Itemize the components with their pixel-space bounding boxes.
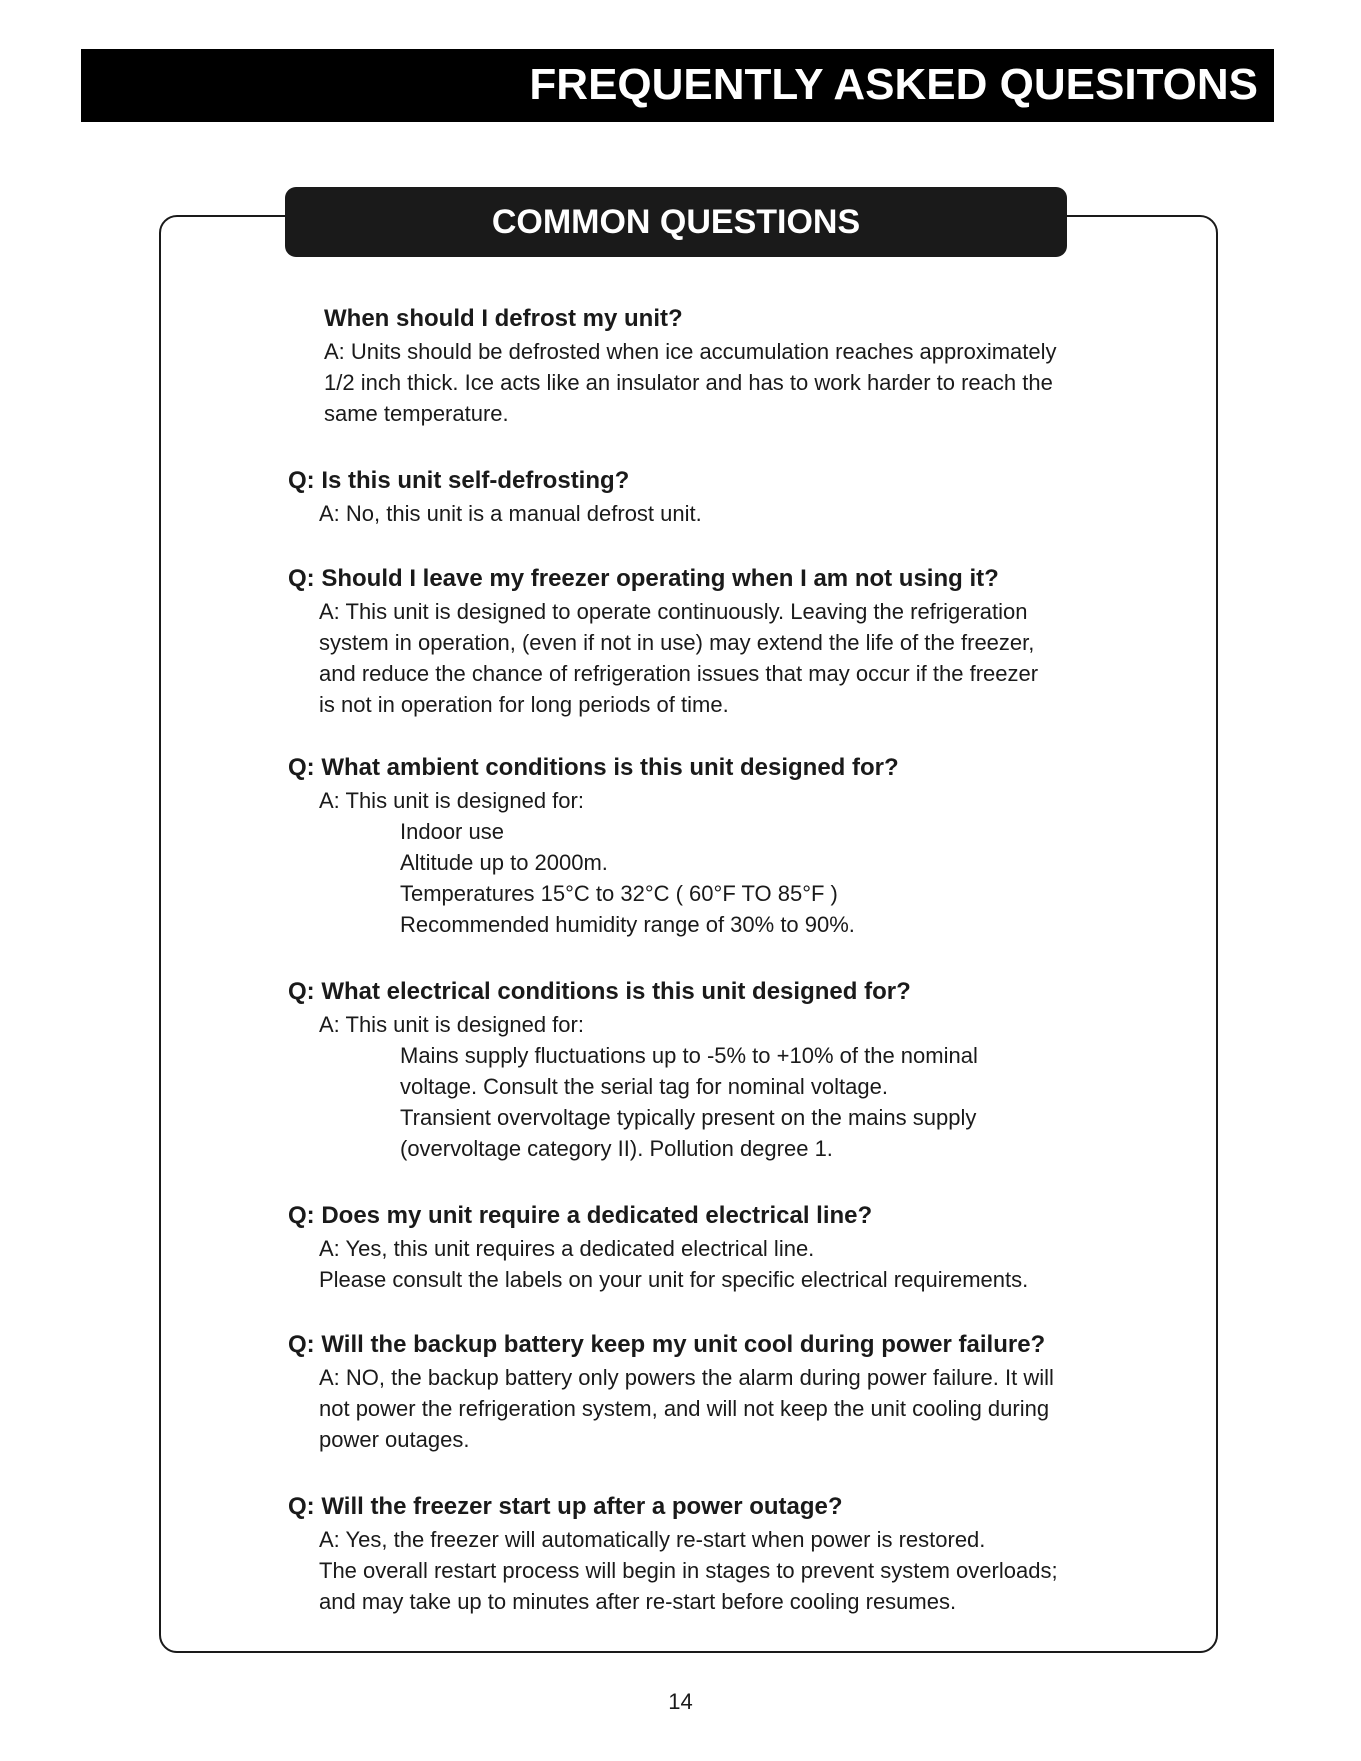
header-bar (81, 49, 1274, 122)
faq-question: Q: Will the backup battery keep my unit cool during power failure? (288, 1331, 1046, 1358)
faq-answer (288, 596, 1168, 720)
answer-line: 1/2 inch thick. Ice acts like an insulator and has to work harder to reach the (324, 370, 1053, 395)
detail-line: Temperatures 15°C to 32°C ( 60°F TO 85°F ) (400, 881, 838, 906)
answer-line: A: This unit is designed for: (319, 788, 584, 813)
detail-line: Altitude up to 2000m. (400, 850, 608, 875)
answer-line: power outages. (319, 1427, 470, 1452)
answer-line: and may take up to minutes after re-start before cooling resumes. (319, 1589, 957, 1614)
answer-line: A: No, this unit is a manual defrost unit. (319, 501, 702, 526)
faq-question: Q: Will the freezer start up after a power outage? (288, 1493, 843, 1520)
faq-question: Q: Does my unit require a dedicated electrical line? (288, 1202, 873, 1229)
faq-item-leave-operating (288, 564, 1168, 720)
detail-line: Transient overvoltage typically present on the mains supply (400, 1105, 977, 1130)
detail-line: Recommended humidity range of 30% to 90%. (400, 912, 855, 937)
detail-line: voltage. Consult the serial tag for nominal voltage. (400, 1074, 888, 1099)
faq-answer (288, 498, 1168, 529)
answer-line: The overall restart process will begin in stages to prevent system overloads; (319, 1558, 1058, 1583)
section-tab (285, 187, 1067, 257)
answer-line: A: Yes, the freezer will automatically re-start when power is restored. (319, 1527, 986, 1552)
page-number: 14 (668, 1689, 693, 1714)
faq-question: Q: Should I leave my freezer operating when I am not using it? (288, 565, 999, 592)
section-title: COMMON QUESTIONS (491, 203, 861, 241)
answer-details (319, 816, 1168, 940)
faq-question: Q: Is this unit self-defrosting? (288, 467, 630, 494)
answer-line: is not in operation for long periods of time. (319, 692, 729, 717)
answer-line: A: This unit is designed for: (319, 1012, 584, 1037)
faq-item-power-outage (288, 1492, 1168, 1617)
answer-details (319, 1040, 1168, 1164)
faq-item-ambient-conditions (288, 753, 1168, 940)
faq-item-electrical-conditions (288, 977, 1168, 1164)
detail-line: (overvoltage category II). Pollution degree 1. (400, 1136, 833, 1161)
faq-item-self-defrosting (288, 466, 1168, 529)
faq-answer (288, 1362, 1168, 1455)
faq-question: When should I defrost my unit? (324, 305, 683, 332)
detail-line: Indoor use (400, 819, 504, 844)
faq-item-defrost (324, 304, 1204, 429)
answer-line: and reduce the chance of refrigeration issues that may occur if the freezer (319, 661, 1039, 686)
faq-question: Q: What electrical conditions is this unit designed for? (288, 978, 911, 1005)
answer-line: same temperature. (324, 401, 509, 426)
faq-question: Q: What ambient conditions is this unit designed for? (288, 754, 899, 781)
faq-answer (288, 1233, 1168, 1295)
faq-answer (288, 785, 1168, 940)
detail-line: Mains supply fluctuations up to -5% to +10% of the nominal (400, 1043, 978, 1068)
answer-line: A: Units should be defrosted when ice accumulation reaches approximately (324, 339, 1057, 364)
answer-line: system in operation, (even if not in use) may extend the life of the freezer, (319, 630, 1035, 655)
faq-item-backup-battery (288, 1330, 1168, 1455)
answer-line: A: NO, the backup battery only powers the alarm during power failure. It will (319, 1365, 1054, 1390)
faq-answer (288, 1009, 1168, 1164)
page-title: FREQUENTLY ASKED QUESITONS (529, 60, 1258, 109)
answer-line: Please consult the labels on your unit for specific electrical requirements. (319, 1267, 1029, 1292)
faq-answer (288, 1524, 1168, 1617)
faq-item-dedicated-line (288, 1201, 1168, 1295)
answer-line: A: This unit is designed to operate continuously. Leaving the refrigeration (319, 599, 1028, 624)
faq-answer (324, 336, 1204, 429)
answer-line: A: Yes, this unit requires a dedicated electrical line. (319, 1236, 815, 1261)
answer-line: not power the refrigeration system, and will not keep the unit cooling during (319, 1396, 1050, 1421)
